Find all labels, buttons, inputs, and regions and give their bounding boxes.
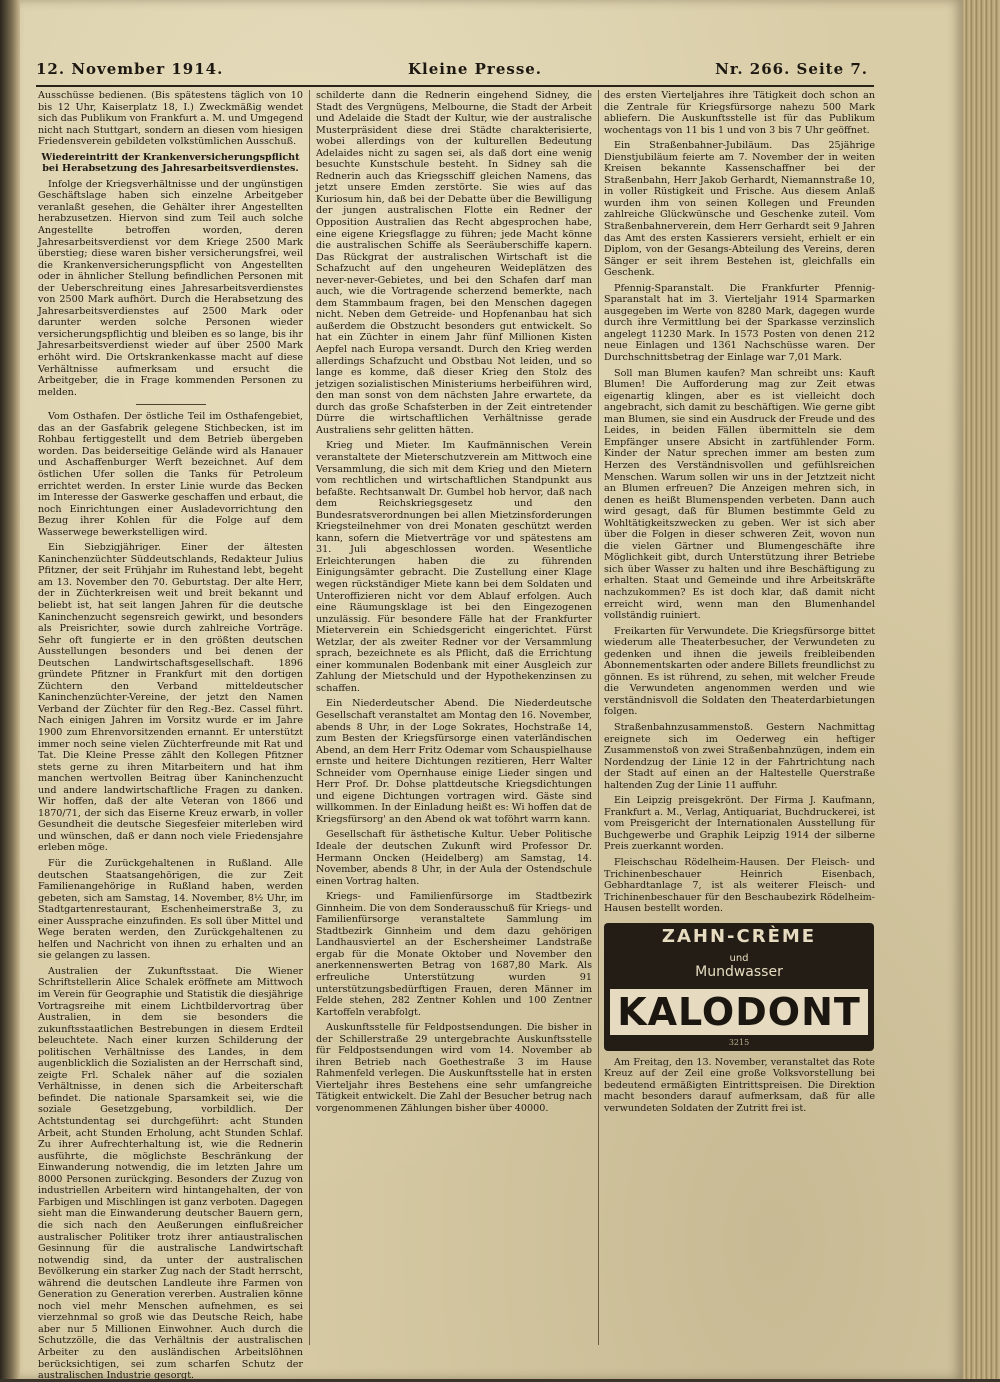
article-text: Pfennig-Sparanstalt. Die Frankfurter Pfennig-Sparanstalt hat im 3. Vierteljahr 1914 Sparmarken ausgegeben im Werte von 8280 Mark, dagegen wurde durch ihre Vermittlung bei der Sparkasse verzinslich angelegt 11230 Mark. In 1573 Posten von denen 212 neue Einlagen und 1361 Nachschüsse waren. Der Durchschnittsbetrag der Einlage war 7,01 Mark.: [604, 282, 875, 364]
paper-title: Kleine Presse.: [408, 60, 543, 78]
article-text: Ein Siebzigjähriger. Einer der ältesten Kaninchenzüchter Süddeutschlands, Redakteur Julius Pfitzner, der seit Frühjahr im Ruhestand lebt, begeht am 13. November den 70. Geburtstag. Der alte Herr, der in Züchterkreisen weit und breit bekannt und beliebt ist, hat seit langen Jahren für die deutsche Kaninchenzucht segensreich gewirkt, und besonders als Preisrichter, sowie durch zahlreiche Vorträge. Sehr oft fungierte er in den größten deutschen Ausstellungen besonders und bei denen der Deutschen Landwirtschaftsgesellschaft. 1896 gründete Pfitzner in Frankfurt mit den dortigen Züchtern den Verband mitteldeutscher Kaninchenzüchter-Vereine, der jetzt den Namen Verband der Züchter für den Reg.-Bez. Cassel führt. Nach einigen Jahren im Vorsitz wurde er im Jahre 1900 zum Ehrenvorsitzenden ernannt. Er unterstützt immer noch seine vielen Züchterfreunde mit Rat und Tat. Die Kleine Presse zählt den Kollegen Pfitzner stets gerne zu ihren Mitarbeitern und hat ihm manchen wertvollen Beitrag über Kaninchenzucht und andere landwirtschaftliche Fragen zu danken. Wir hoffen, daß der alte Veteran von 1866 und 1870/71, der sich das Eiserne Kreuz erwarb, in voller Gesundheit die deutsche Siegesfeier miterleben wird und wünschen, daß er dann noch viele Friedensjahre erleben möge.: [38, 542, 303, 854]
ad-line-und: und: [729, 952, 749, 964]
kalodont-advertisement: [604, 923, 874, 1051]
masthead: [36, 60, 868, 86]
column-3: [604, 90, 875, 1345]
article-text: Freikarten für Verwundete. Die Kriegsfürsorge bittet wiederum alle Theaterbesucher, der Verwundeten zu gedenken und ihnen die jeweils freibleibenden Abonnementskarten oder andere Billets freundlichst zu gönnen. Es ist rührend, zu sehen, mit welcher Freude die Verwundeten angenommen werden und wie verständnisvoll die Soldaten den Theaterdarbietungen folgen.: [604, 625, 875, 718]
book-spine-left: [0, 0, 20, 1379]
article-text: des ersten Vierteljahres ihre Tätigkeit doch schon an die Zentrale für Kriegsfürsorge nahezu 500 Mark abliefern. Die Auskunftsstelle ist für das Publikum wochentags von 11 bis 1 und von 3 bis 7 Uhr geöffnet.: [604, 90, 875, 136]
page-edges-right: [963, 0, 1000, 1379]
article-text: Kriegs- und Familienfürsorge im Stadtbezirk Ginnheim. Die von dem Sonderausschuß für Kriegs- und Familienfürsorge veranstaltete Sammlung im Stadtbezirk Ginnheim und dem dazu gehörigen Landhausviertel an der Eschersheimer Landstraße ergab für die Monate Oktober und November den anerkennenswerten Betrag von 1687,80 Mark. Als erfreuliche Unterstützung wurden 91 unterstützungsbedürftigen Frauen, deren Männer im Felde stehen, 282 Zentner Kohlen und 100 Zentner Kartoffeln verabfolgt.: [316, 891, 592, 1018]
article-text: Fleischschau Rödelheim-Hausen. Der Fleisch- und Trichinenbeschauer Heinrich Eisenbach, Gebhardtanlage 7, ist als weiterer Fleisch- und Trichinenbeschauer für den Beschaubezirk Rödelheim-Hausen bestellt worden.: [604, 857, 875, 915]
column-2: [316, 90, 592, 1345]
issue-number: Nr. 266. Seite 7.: [715, 60, 868, 78]
article-text: Soll man Blumen kaufen? Man schreibt uns: Kauft Blumen! Die Aufforderung mag zur Zeit etwas eigenartig klingen, aber es ist vielleicht doch angebracht, sich damit zu beschäftigen. Wie gerne gibt man Blumen, sie sind ein Ausdruck der Freude und des Leides, in beiden Fällen übermitteln sie dem Empfänger unsere Absicht in zartfühlender Form. Kinder der Natur sprechen immer am besten zum Herzen des Verständnisvollen und gefühlsreichen Menschen. Warum sollen wir uns in der Jetztzeit nicht an Blumen erfreuen? Die Anzeigen mehren sich, in denen es heißt Blumenspenden verbeten. Dann auch wird gesagt, daß für Blumen bestimmte Geld zu Wohltätigkeitszwecken zu geben. Wer ist sich aber über die Folgen in dieser schweren Zeit, wovon nun die vielen Gärtner und Blumengeschäfte ihre Möglichkeit gibt, durch Unterstützung ihrer Betriebe sich über Wasser zu halten und ihre Beschäftigung zu erhalten. Staat und Gemeinde und ihre Arbeitskräfte nachzukommen? Es ist doch klar, daß damit nicht erreicht wird, wenn man den Blumenhandel vollständig ruiniert.: [604, 367, 875, 622]
column-1: [38, 90, 303, 1382]
article-text: Ein Leipzig preisgekrönt. Der Firma J. Kaufmann, Frankfurt a. M., Verlag, Antiquariat, Buchdruckerei, ist vom Preisgericht der Internationalen Ausstellung für Buchgewerbe und Graphik Leipzig 1914 der silberne Preis zuerkannt worden.: [604, 795, 875, 853]
article-headline: Wiedereintritt der Krankenversicherungspflicht bei Herabsetzung des Jahresarbeitsverdienstes.: [41, 151, 300, 175]
article-text: schilderte dann die Rednerin eingehend Sidney, die Stadt des Vergnügens, Melbourne, die Stadt der Arbeit und Adelaide die Stadt der Kultur, wie der australische Musterpräsident diese drei Städte charakterisierte, wobei allerdings von der kulturellen Bedeutung Adelaides nicht zu sagen sei, als daß dort eine wenig besuchte Kunstschule besteht. In Sidney sah die Rednerin auch das Kriegsschiff gleichen Namens, das jetzt unsere Emden zerstörte. Sie wies auf das Kuriosum hin, daß bei der Debatte über die Bewilligung der jungen australischen Flotte ein Redner der Opposition Australien das Recht abgesprochen habe, eine eigene Kriegsflagge zu führen; jede Macht könne die australischen Schiffe als Seeräuberschiffe kapern. Das Rückgrat der australischen Wirtschaft ist die Schafzucht auf den ungeheuren Weideplätzen des never-never-Gebietes, und bei den Schafen darf man auch, wie die Vortragende scherzend bemerkte, nach dem Stammbaum fragen, bei den Menschen dagegen nicht. Neben dem Getreide- und Hopfenanbau hat sich außerdem die Obstzucht besonders gut entwickelt. So hat ein Züchter in einem Jahr fünf Millionen Kisten Aepfel nach Europa versandt. Durch den Krieg werden allerdings Schafzucht und Obstbau Not leiden, und so lange es komme, daß dieser Krieg den Stolz des jetzigen sozialistischen Ministeriums herbeiführen wird, den man sonst von dem nächsten Jahre erwartete, da durch das große Schafsterben in der Zeit eintretender Dürre die wirtschaftlichen Verhältnisse gerade Australiens sehr gelitten hätten.: [316, 90, 592, 436]
article-text: Ein Niederdeutscher Abend. Die Niederdeutsche Gesellschaft veranstaltet am Montag den 16. November, abends 8 Uhr, in der Loge Sokrates, Hochstraße 14, zum Besten der Kriegsfürsorge einen vaterländischen Abend, an dem Herr Fritz Odemar vom Schauspielhause ernste und heitere Dichtungen rezitieren, Herr Walter Schneider vom Opernhause einige Lieder singen und Herr Prof. Dr. Dohse plattdeutsche Kriegsdichtungen und eigene Dichtungen vortragen wird. Gäste sind willkommen. In der Einladung heißt es: Wi hoffen dat de Kriegsfürsorg' an den Abend ok wat toföhrt warrn kann.: [316, 698, 592, 825]
issue-date: 12. November 1914.: [36, 60, 224, 78]
column-rule-2: [598, 90, 599, 1345]
article-text: Am Freitag, den 13. November, veranstaltet das Rote Kreuz auf der Zeil eine große Volksvorstellung bei bedeutend ermäßigten Eintrittspreisen. Die Direktion macht besonders darauf aufmerksam, daß für alle verwundeten Soldaten der Zutritt frei ist.: [604, 1056, 875, 1114]
article-text: Australien der Zukunftsstaat. Die Wiener Schriftstellerin Alice Schalek eröffnete am Mittwoch im Verein für Geographie und Statistik die diesjährige Vortragsreihe mit einem Lichtbildervortrag über Australien, in dem sie besonders die zukunftsstaatlichen Bestrebungen in diesem Erdteil beleuchtete. Nach einer kurzen Schilderung der politischen Verhältnisse des Landes, in dem augenblicklich die Sozialisten an der Herrschaft sind, zeigte Frl. Schalek näher auf die sozialen Verhältnisse, in denen sich die Arbeiterschaft befindet. Die nationale Sparsamkeit sei, wie die soziale Gesetzgebung, vorbildlich. Der Achtstundentag sei durchgeführt: acht Stunden Arbeit, acht Stunden Erholung, acht Stunden Schlaf. Zu ihrer Aufrechterhaltung ist, wie die Rednerin ausführte, die möglichste Beschränkung der Einwanderung notwendig, die im letzten Jahre um 8000 Personen zurückging. Besonders der Zuzug von industriellen Arbeitern wird hintangehalten, der von Farbigen und Mischlingen ist ganz verboten. Dagegen sieht man die Einwanderung deutscher Bauern gern, die sich nach den Aeußerungen einflußreicher australischer Politiker trotz ihrer antiaustralischen Gesinnung für die australische Landwirtschaft notwendig sind, da unter der australischen Bevölkerung ein starker Zug nach der Stadt herrscht, während die deutschen Landleute ihre Farmen von Generation zu Generation vererben. Australien könne noch viel mehr Menschen aufnehmen, es sei vierzehnmal so groß wie das Deutsche Reich, habe aber nur 5 Millionen Einwohner. Auch durch die Schutzzölle, die das Verhältnis der australischen Arbeiter zu den ausländischen Arbeitslöhnen berücksichtigen, sei zum scharfen Schutz der australischen Industrie gesorgt.: [38, 965, 303, 1382]
article-text: Ausschüsse bedienen. (Bis spätestens täglich von 10 bis 12 Uhr, Kaiserplatz 18, I.) Zweckmäßig wendet sich das Publikum von Frankfurt a. M. und Umgegend nicht nach Stuttgart, sondern an diesen vom hiesigen Friedensverein gebildeten volkstümlichen Ausschuß.: [38, 90, 303, 148]
article-separator: [136, 404, 206, 405]
masthead-rule: [36, 85, 874, 87]
ad-line-zahncreme: ZAHN-CRÈME: [661, 925, 817, 947]
article-text: Gesellschaft für ästhetische Kultur. Ueber Politische Ideale der deutschen Zukunft wird Professor Dr. Hermann Oncken (Heidelberg) am Samstag, 14. November, abends 8 Uhr, in der Aula der Ostendschule einen Vortrag halten.: [316, 829, 592, 887]
ad-brand-kalodont: KALODONT: [610, 989, 868, 1035]
article-text: Vom Osthafen. Der östliche Teil im Osthafengebiet, das an der Gasfabrik gelegene Stichbecken, ist im Rohbau fertiggestellt und dem Betrieb übergeben worden. Das beiderseitige Gelände wird als Hanauer und Aschaffenburger Werft bezeichnet. Auf dem östlichen Ufer sollen die Tanks für Petroleum errichtet werden. In erster Linie wurde das Becken im Interesse der Gaswerke geschaffen und erbaut, die noch Einrichtungen einer Ausladevorrichtung den Bezug ihrer Kohlen für die Folge auf dem Wasserwege bewerkstelligen wird.: [38, 411, 303, 538]
ad-line-mundwasser: Mundwasser: [695, 963, 783, 980]
article-text: Infolge der Kriegsverhältnisse und der ungünstigen Geschäftslage haben sich einzelne Arbeitgeber veranlaßt gesehen, die Gehälter ihrer Angestellten herabzusetzen. Hiervon sind zum Teil auch solche Angestellte betroffen worden, deren Jahresarbeitsverdienst vor dem Kriege 2500 Mark überstieg; diese waren bisher versicherungsfrei, weil die Krankenversicherungspflicht von Angestellten oder in ähnlicher Stellung befindlichen Personen mit der Ueberschreitung eines Jahresarbeitsverdienstes von 2500 Mark aufhört. Durch die Herabsetzung des Jahresarbeitsverdienstes auf 2500 Mark oder darunter werden solche Personen wieder versicherungspflichtig und bleiben es so lange, bis ihr Jahresarbeitsverdienst wieder auf über 2500 Mark erhöht wird. Die Ortskrankenkasse macht auf diese Verhältnisse aufmerksam und ersucht die Arbeitgeber, die in Frage kommenden Personen zu melden.: [38, 178, 303, 398]
article-text: Straßenbahnzusammenstoß. Gestern Nachmittag ereignete sich im Oederweg ein heftiger Zusammenstoß von zwei Straßenbahnzügen, indem ein Nordendzug der Linie 12 in der Fahrtrichtung nach der Stadt auf einen an der Haltestelle Querstraße haltenden Zug der Linie 11 auffuhr.: [604, 721, 875, 791]
ad-code: 3215: [728, 1037, 750, 1047]
article-text: Für die Zurückgehaltenen in Rußland. Alle deutschen Staatsangehörigen, die zur Zeit Familienangehörige in Rußland haben, werden gebeten, sich am Samstag, 14. November, 8½ Uhr, im Stadtgartenrestaurant, Eschenheimerstraße 3, zu einer Aussprache einzufinden. Es soll über Mittel und Wege beraten werden, den Zurückgehaltenen zu helfen und Nachricht von ihnen zu erhalten und an sie gelangen zu lassen.: [38, 858, 303, 962]
article-text: Auskunftsstelle für Feldpostsendungen. Die bisher in der Schillerstraße 29 untergebrachte Auskunftsstelle für Feldpostsendungen wird vom 14. November ab ihren Betrieb nach Goethestraße 3 im Hause Rahmenfeld verlegen. Die Auskunftsstelle hat in ersten Vierteljahr ihres Bestehens eine sehr umfangreiche Tätigkeit entwickelt. Die Zahl der Besucher betrug nach vorgenommenen Zählungen bisher über 40000.: [316, 1022, 592, 1115]
column-rule-1: [309, 90, 310, 1345]
article-text: Ein Straßenbahner-Jubiläum. Das 25jährige Dienstjubiläum feierte am 7. November der in weiten Kreisen bekannte Kassenschaffner bei der Straßenbahn, Herr Jakob Gerhardt, Niemannstraße 10, in voller Rüstigkeit und Frische. Aus diesem Anlaß wurden ihm von seinen Kollegen und Freunden zahlreiche Glückwünsche und Geschenke zuteil. Vom Straßenbahnerverein, dem Herr Gerhardt seit 9 Jahren das Amt des ersten Kassierers versieht, erhielt er ein Diplom, von der Gesangs-Abteilung des Vereins, deren Sänger er seit ihrem Bestehen ist, gleichfalls ein Geschenk.: [604, 140, 875, 279]
article-text: Krieg und Mieter. Im Kaufmännischen Verein veranstaltete der Mieterschutzverein am Mittwoch eine Versammlung, die sich mit dem Krieg und den Mietern vom rechtlichen und wirtschaftlichen Standpunkt aus befaßte. Rechtsanwalt Dr. Gumbel hob hervor, daß nach dem Reichskriegsgesetz und den Bundesratsverordnungen bei allen Mietzinsforderungen Kriegsteilnehmer von drei Monaten geschützt werden kann, sofern die Mietverträge vor und spätestens am 31. Juli abgeschlossen worden. Wesentliche Erleichterungen haben die zu führenden Einigungsämter gebracht. Die Zustellung einer Klage wegen rückständiger Miete kann bei dem Soldaten und Unteroffizieren nicht vor dem Ablauf erfolgen. Auch eine Räumungsklage ist bei den Eingezogenen unzulässig. Für besondere Fälle hat der Frankfurter Mieterverein ein Schiedsgericht eingerichtet. Fürst Wetzlar, der als zweiter Redner vor der Versammlung sprach, bezeichnete es als Pflicht, daß die Errichtung einer kommunalen Bodenbank mit einer Ausgleich zur Zahlung der Mietschuld und der Hypothekenzinsen zu schaffen.: [316, 440, 592, 694]
